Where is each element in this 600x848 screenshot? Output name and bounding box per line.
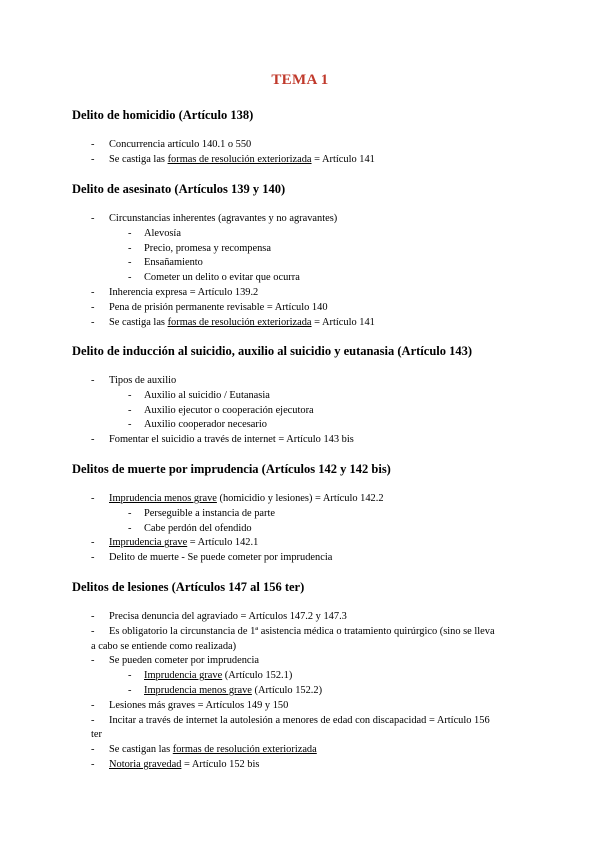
underlined-term: formas de resolución exteriorizada [167, 153, 312, 165]
bullet-dash: - [128, 685, 132, 696]
text-run: Fomentar el suicidio a través de internet = Artículo 143 bis [109, 434, 354, 446]
text-run: Alevosía [144, 227, 181, 239]
list-item-text [144, 522, 252, 537]
list-item-text [144, 389, 270, 404]
text-run: = Artículo 141 [311, 153, 375, 165]
underlined-term: Imprudencia menos grave [144, 685, 252, 696]
list-item-text [109, 316, 375, 331]
bullet-dash: - [91, 213, 95, 224]
section-heading: Delito de asesinato (Artículos 139 y 140) [72, 182, 286, 196]
bullet-dash: - [128, 227, 132, 239]
bullet-dash: - [128, 419, 132, 431]
bullet-dash: - [91, 655, 95, 667]
bullet-dash: - [91, 537, 95, 549]
list-item-text [144, 684, 322, 699]
list-item-text [109, 212, 337, 227]
text-run: = Artículo 142.1 [187, 537, 259, 549]
bullet-dash: - [128, 257, 132, 269]
bullet-dash: - [91, 759, 95, 770]
text-run: Es obligatorio la circunstancia de 1ª asistencia médica o tratamiento quirúrgico (sino se lleva [109, 625, 495, 637]
text-run: (Artículo 152.2) [251, 685, 323, 696]
list-item-text [144, 669, 292, 684]
list-item-text [109, 699, 288, 714]
bullet-dash: - [91, 611, 95, 622]
list-item-text [144, 227, 181, 242]
text-run: Delito de muerte - Se puede cometer por imprudencia [109, 552, 333, 564]
text-run: Incitar a través de internet la autolesión a menores de edad con discapacidad = Artículo 156 [109, 714, 490, 726]
bullet-dash: - [128, 242, 132, 254]
list-item-text [109, 492, 384, 507]
section-heading: Delitos de muerte por imprudencia (Artículos 142 y 142 bis) [72, 462, 391, 476]
list-item-text [144, 507, 275, 522]
text-run: Concurrencia artículo 140.1 o 550 [109, 139, 252, 150]
list-item-text [109, 138, 251, 153]
text-run: Pena de prisión permanente revisable = Artículo 140 [109, 301, 328, 313]
list-item-text [144, 256, 203, 271]
bullet-dash: - [128, 670, 132, 682]
text-run: Se castiga las [109, 153, 168, 165]
underlined-term: Notoria gravedad [109, 759, 182, 770]
underlined-term: Imprudencia grave [109, 537, 188, 549]
text-run: Se pueden cometer por imprudencia [109, 655, 260, 667]
document-title: TEMA 1 [271, 72, 329, 88]
section-heading: Delito de homicidio (Artículo 138) [72, 108, 254, 122]
section-heading: Delito de inducción al suicidio, auxilio al suicidio y eutanasia (Artículo 143) [72, 344, 473, 358]
text-run: Ensañamiento [144, 257, 203, 269]
bullet-dash: - [91, 699, 95, 711]
bullet-dash: - [91, 316, 95, 328]
list-item-text [109, 743, 317, 758]
bullet-dash: - [128, 507, 132, 519]
text-run: = Artículo 152 bis [181, 759, 260, 770]
list-item-text [109, 374, 176, 389]
bullet-dash: - [91, 714, 95, 726]
list-item-text [109, 654, 259, 669]
bullet-dash: - [91, 153, 95, 165]
bullet-dash: - [91, 287, 95, 298]
section-heading: Delitos de lesiones (Artículos 147 al 156 ter) [72, 580, 305, 594]
bullet-dash: - [128, 404, 132, 416]
underlined-term: formas de resolución exteriorizada [172, 744, 317, 756]
text-run: Lesiones más graves = Artículos 149 y 150 [109, 699, 289, 711]
bullet-dash: - [128, 389, 132, 401]
text-run: (Artículo 152.1) [222, 670, 293, 682]
text-run: Auxilio cooperador necesario [144, 419, 267, 431]
bullet-dash: - [91, 493, 95, 504]
text-run: Auxilio al suicidio / Eutanasia [144, 389, 270, 401]
text-run: Tipos de auxilio [109, 375, 177, 386]
list-item-text [109, 286, 258, 301]
list-item-text [109, 714, 490, 729]
list-item-text [91, 728, 102, 743]
text-run: Precio, promesa y recompensa [144, 242, 271, 254]
list-item-text [109, 551, 332, 566]
text-run: (homicidio y lesiones) = Artículo 142.2 [216, 493, 384, 504]
bullet-dash: - [128, 272, 132, 284]
text-run: Se castigan las [109, 744, 173, 756]
underlined-term: formas de resolución exteriorizada [167, 316, 312, 328]
underlined-term: Imprudencia grave [144, 670, 223, 682]
text-run: Se castiga las [109, 316, 168, 328]
bullet-dash: - [91, 552, 95, 564]
text-run: Auxilio ejecutor o cooperación ejecutora [144, 404, 314, 416]
list-item-text [91, 640, 236, 655]
list-item-text [109, 625, 495, 640]
text-run: Precisa denuncia del agraviado = Artículos 147.2 y 147.3 [109, 611, 347, 622]
text-run: a cabo se entiende como realizada) [91, 640, 237, 652]
list-item-text [144, 418, 267, 433]
underlined-term: Imprudencia menos grave [109, 493, 217, 504]
list-item-text [144, 242, 271, 257]
bullet-dash: - [91, 744, 95, 756]
bullet-dash: - [91, 375, 95, 386]
text-run: ter [91, 729, 102, 741]
bullet-dash: - [128, 522, 132, 534]
text-run: = Artículo 141 [311, 316, 375, 328]
list-item-text [109, 433, 354, 448]
text-run: Cabe perdón del ofendido [144, 522, 252, 534]
text-run: Perseguible a instancia de parte [144, 507, 275, 519]
bullet-dash: - [91, 301, 95, 313]
text-run: Cometer un delito o evitar que ocurra [144, 272, 300, 284]
text-run: Inherencia expresa = Artículo 139.2 [109, 287, 259, 298]
text-run: Circunstancias inherentes (agravantes y no agravantes) [109, 213, 338, 224]
list-item-text [109, 536, 258, 551]
list-item-text [144, 404, 314, 419]
list-item-text [109, 153, 375, 168]
bullet-dash: - [91, 625, 95, 637]
list-item-text [109, 758, 259, 773]
list-item-text [109, 301, 328, 316]
list-item-text [144, 271, 300, 286]
bullet-dash: - [91, 434, 95, 446]
list-item-text [109, 610, 347, 625]
bullet-dash: - [91, 139, 95, 150]
